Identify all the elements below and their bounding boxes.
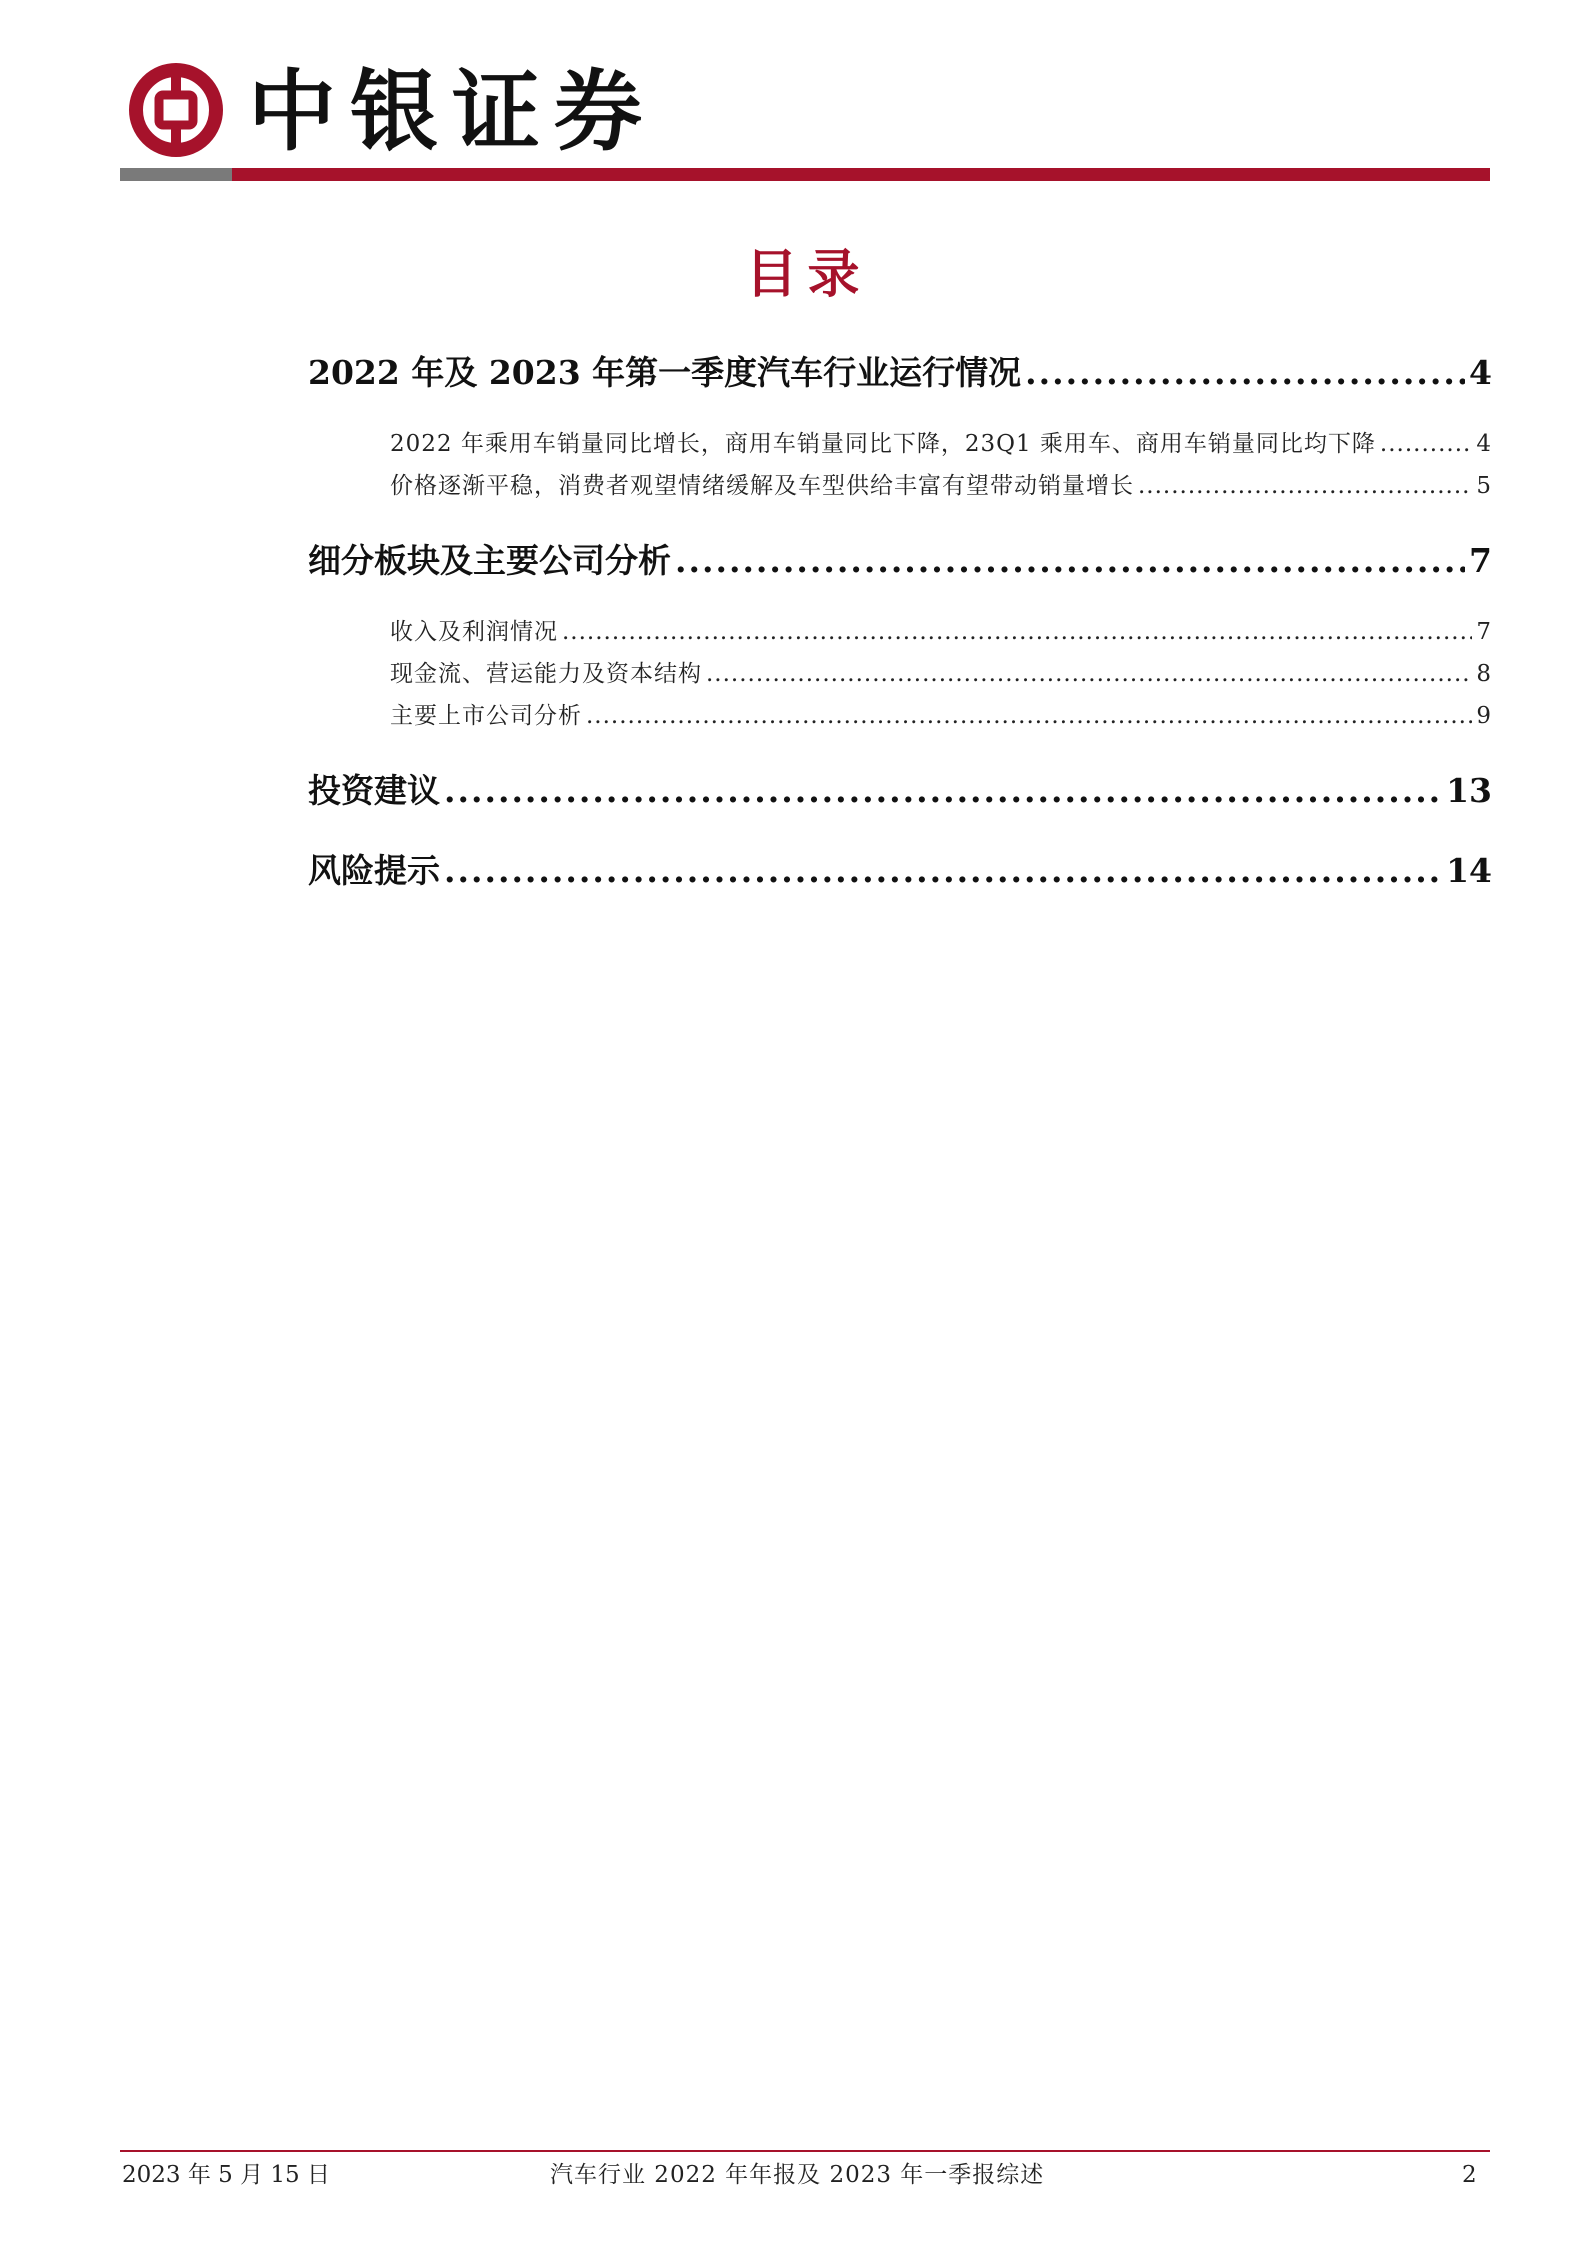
- toc-entry-page: 9: [1476, 703, 1492, 729]
- toc-entry-page: 4: [1469, 353, 1492, 392]
- toc-title: 目录: [745, 244, 870, 305]
- footer-divider: [120, 2150, 1490, 2152]
- toc-leader-dots: [675, 536, 1465, 586]
- toc-leader-dots: [1380, 424, 1472, 464]
- toc-leader-dots: [1138, 466, 1472, 506]
- toc-entry-page: 8: [1476, 661, 1492, 687]
- toc-entry-label: 2022 年乘用车销量同比增长，商用车销量同比下降，23Q1 乘用车、商用车销量同比均下降: [390, 431, 1376, 457]
- toc-entry-label: 投资建议: [308, 771, 440, 810]
- toc-entry-section-2-3[interactable]: [390, 696, 1492, 736]
- toc-leader-dots: [444, 846, 1442, 896]
- bank-of-china-logo-icon: [128, 62, 224, 158]
- toc-entry-section-2[interactable]: [308, 536, 1492, 586]
- toc-entry-label: 2022 年及 2023 年第一季度汽车行业运行情况: [308, 353, 1022, 392]
- toc-entry-section-4[interactable]: [308, 846, 1492, 896]
- toc-entry-page: 4: [1476, 431, 1492, 457]
- toc-entry-section-1-1[interactable]: [390, 424, 1492, 464]
- footer-report-title: 汽车行业 2022 年年报及 2023 年一季报综述: [550, 2162, 1045, 2188]
- toc-entry-label: 主要上市公司分析: [390, 703, 582, 729]
- brand-name: 中银证券: [248, 59, 657, 163]
- toc-entry-section-2-1[interactable]: [390, 612, 1492, 652]
- toc-entry-label: 现金流、营运能力及资本结构: [390, 661, 702, 687]
- toc-entry-section-1-2[interactable]: [390, 466, 1492, 506]
- toc-entry-section-3[interactable]: [308, 766, 1492, 816]
- footer-page-number: 2: [1462, 2162, 1477, 2188]
- toc-entry-section-1[interactable]: [308, 348, 1492, 398]
- header-divider-gray: [120, 168, 232, 181]
- toc-entry-section-2-2[interactable]: [390, 654, 1492, 694]
- toc-entry-page: 7: [1476, 619, 1492, 645]
- header-divider-red: [232, 168, 1490, 181]
- toc-leader-dots: [706, 654, 1472, 694]
- toc-leader-dots: [562, 612, 1472, 652]
- toc-entry-page: 5: [1476, 473, 1492, 499]
- toc-entry-page: 7: [1469, 541, 1492, 580]
- toc-leader-dots: [1025, 348, 1465, 398]
- toc-leader-dots: [444, 766, 1442, 816]
- toc-entry-label: 风险提示: [308, 851, 440, 890]
- toc-entry-label: 收入及利润情况: [390, 619, 558, 645]
- footer-date: 2023 年 5 月 15 日: [122, 2162, 330, 2188]
- toc-entry-page: 13: [1446, 771, 1492, 810]
- toc-entry-label: 价格逐渐平稳，消费者观望情绪缓解及车型供给丰富有望带动销量增长: [390, 473, 1134, 499]
- toc-entry-label: 细分板块及主要公司分析: [308, 541, 671, 580]
- toc-entry-page: 14: [1446, 851, 1492, 890]
- toc-leader-dots: [586, 696, 1472, 736]
